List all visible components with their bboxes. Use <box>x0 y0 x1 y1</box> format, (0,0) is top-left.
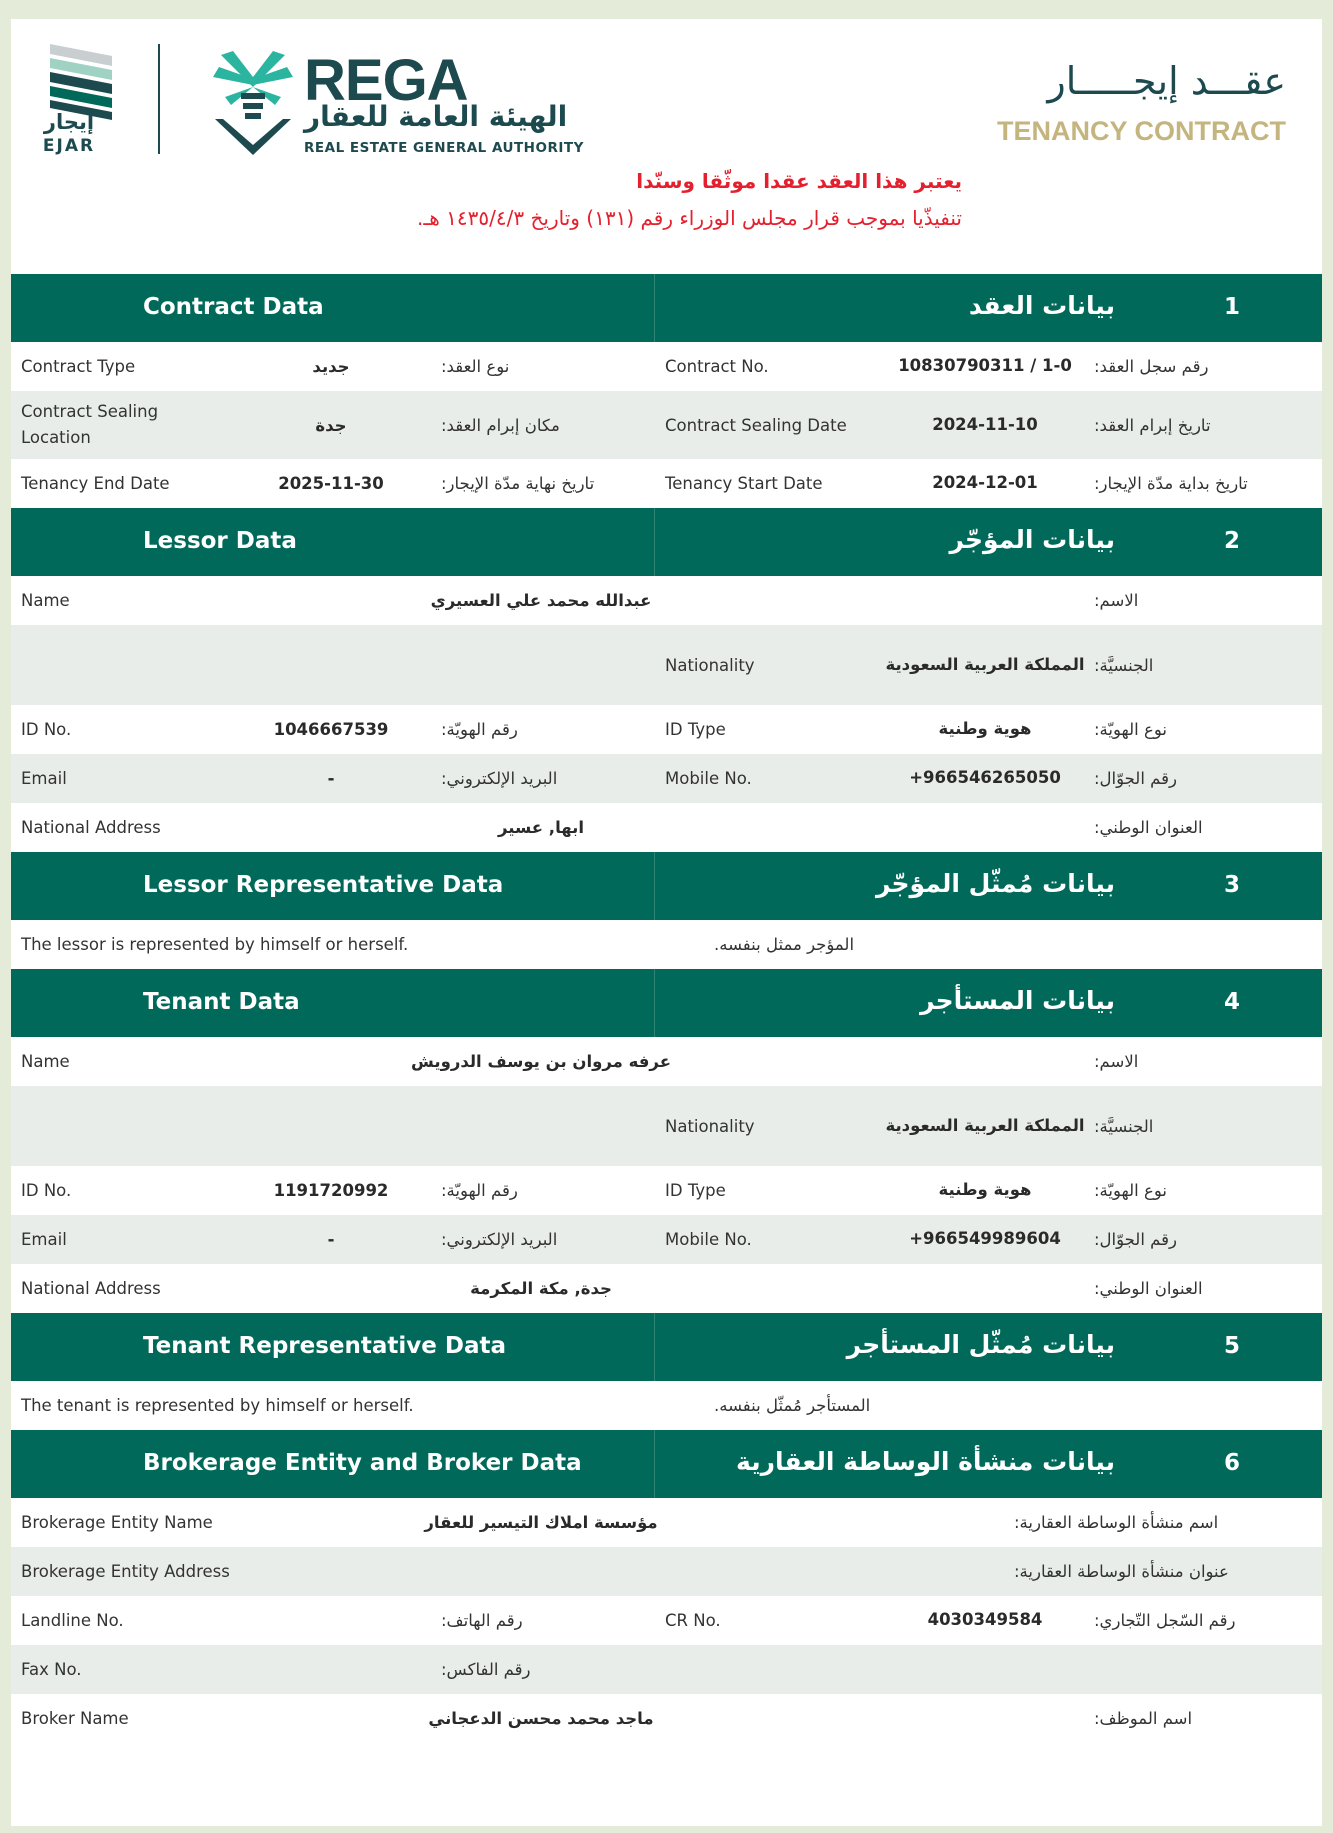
field-label-ar: رقم الجوّال: <box>1094 1230 1177 1249</box>
field-label-ar: تاريخ إبرام العقد: <box>1094 415 1211 435</box>
field-label-ar: رقم السّجل التّجاري: <box>1094 1611 1236 1630</box>
field-label-en: National Address <box>21 1279 161 1298</box>
field-value: جديد <box>312 357 350 376</box>
field-value: ابها, عسير <box>498 818 585 837</box>
representation-note-ar: المؤجر ممثل بنفسه. <box>714 935 855 954</box>
table-row <box>11 576 1322 625</box>
field-label-ar: العنوان الوطني: <box>1094 1279 1203 1298</box>
table-row <box>11 1694 1322 1743</box>
table-row <box>11 459 1322 508</box>
field-label-en: ID Type <box>665 1181 726 1200</box>
field-label-en: ID Type <box>665 720 726 739</box>
field-label-en: Nationality <box>665 655 755 675</box>
rega-logo-wordmark: REGA <box>304 48 468 113</box>
section-number: 4 <box>1223 989 1240 1015</box>
legal-notice-line-1: يعتبر هذا العقد عقدا موثّقا وسنّدا <box>636 169 962 193</box>
field-label-ar: تاريخ نهاية مدّة الإيجار: <box>441 474 595 493</box>
section-header-tenant-rep <box>11 1313 1322 1381</box>
field-value: المملكة العربية السعودية <box>885 654 1085 674</box>
field-value: ماجد محمد محسن الدعجاني <box>428 1709 654 1728</box>
table-row <box>11 1645 1322 1694</box>
field-value: 4030349584 <box>927 1610 1043 1630</box>
section-title-ar: بيانات مُمثّل المؤجّر <box>875 869 1115 898</box>
field-label-en: National Address <box>21 818 161 837</box>
field-label-en: ID No. <box>21 720 72 739</box>
section-number: 1 <box>1223 294 1240 320</box>
section-header-contract <box>11 274 1322 342</box>
field-label-ar: نوع العقد: <box>441 357 510 376</box>
field-label-en: Brokerage Entity Address <box>21 1562 230 1581</box>
field-value <box>221 1596 441 1645</box>
section-title-en: Tenant Representative Data <box>143 1333 507 1359</box>
field-value <box>221 1645 441 1694</box>
field-value: 2024-11-10 <box>932 414 1038 434</box>
field-label-en: Tenancy End Date <box>21 474 170 493</box>
field-value: المملكة العربية السعودية <box>885 1115 1085 1135</box>
contract-sheet <box>11 19 1322 1826</box>
field-label-ar: رقم الجوّال: <box>1094 769 1177 788</box>
field-label-en: Landline No. <box>21 1611 124 1630</box>
representation-note-en: The lessor is represented by himself or herself. <box>21 935 409 954</box>
field-value: - <box>327 769 335 788</box>
section-header-lessor-rep <box>11 852 1322 920</box>
field-label-en: Contract No. <box>665 357 769 376</box>
representation-note-ar: المستأجر مُمثّل بنفسه. <box>714 1396 871 1415</box>
field-value: 1046667539 <box>273 720 389 739</box>
field-label-en: Broker Name <box>21 1709 129 1728</box>
table-row <box>11 625 1322 705</box>
field-label-ar: البريد الإلكتروني: <box>441 769 558 788</box>
contract-table <box>11 274 1322 1743</box>
table-row <box>11 1086 1322 1166</box>
field-label-ar: الجنسيَّة: <box>1094 655 1154 675</box>
section-number: 6 <box>1223 1450 1240 1476</box>
field-value: 2025-11-30 <box>278 474 384 493</box>
field-label-ar: الاسم: <box>1094 591 1139 610</box>
table-row <box>11 391 1322 459</box>
field-value: 1191720992 <box>273 1181 389 1200</box>
field-label-ar: نوع الهويّة: <box>1094 1181 1167 1200</box>
table-row <box>11 754 1322 803</box>
field-value: 10830790311 / 1-0 <box>898 356 1072 376</box>
field-value: جدة <box>315 415 347 435</box>
field-label-en: Name <box>21 1052 70 1071</box>
rega-english-name: REAL ESTATE GENERAL AUTHORITY <box>304 140 584 156</box>
field-label-en: Contract Sealing Location <box>21 402 159 447</box>
table-row <box>11 705 1322 754</box>
document-title-en: TENANCY CONTRACT <box>997 116 1286 146</box>
field-label-en: Email <box>21 769 67 788</box>
section-title-en: Brokerage Entity and Broker Data <box>143 1450 582 1476</box>
tenant-name-value: عرفه مروان بن يوسف الدرويش <box>411 1052 671 1071</box>
field-value: 2024-12-01 <box>932 473 1038 493</box>
rega-palm-emblem-icon <box>211 47 296 157</box>
rega-arabic-name: الهيئة العامة للعقار <box>304 100 568 133</box>
logo-divider <box>158 44 160 154</box>
ejar-logo-en-text: EJAR <box>42 136 96 156</box>
field-value: - <box>327 1230 335 1249</box>
table-row <box>11 1166 1322 1215</box>
field-value: +966546265050 <box>909 768 1061 788</box>
field-label-ar: اسم منشأة الوساطة العقارية: <box>1014 1513 1219 1532</box>
section-number: 2 <box>1223 528 1240 554</box>
table-row <box>11 1596 1322 1645</box>
field-label-ar: مكان إبرام العقد: <box>441 415 560 435</box>
field-value: جدة, مكة المكرمة <box>470 1279 612 1298</box>
section-title-ar: بيانات مُمثّل المستأجر <box>846 1330 1115 1359</box>
field-value <box>261 1547 821 1596</box>
section-number: 3 <box>1223 872 1240 898</box>
field-label-en: Contract Type <box>21 357 136 376</box>
table-row <box>11 1498 1322 1547</box>
section-title-en: Contract Data <box>143 294 324 320</box>
section-header-brokerage <box>11 1430 1322 1498</box>
section-header-tenant <box>11 969 1322 1037</box>
field-label-en: Nationality <box>665 1116 755 1136</box>
field-label-ar: اسم الموظف: <box>1094 1709 1193 1728</box>
field-label-en: Brokerage Entity Name <box>21 1513 213 1532</box>
section-title-en: Lessor Data <box>143 528 297 554</box>
field-label-ar: رقم الهويّة: <box>441 1181 518 1200</box>
field-label-en: Name <box>21 591 70 610</box>
section-number: 5 <box>1223 1333 1240 1359</box>
section-header-lessor <box>11 508 1322 576</box>
section-title-ar: بيانات المستأجر <box>920 986 1115 1015</box>
legal-notice-line-2: تنفيذّيا بموجب قرار مجلس الوزراء رقم (١٣١) وتاريخ ١٤٣٥/٤/٣ هـ. <box>417 206 962 230</box>
field-label-ar: رقم الهويّة: <box>441 720 518 739</box>
field-label-en: Tenancy Start Date <box>665 474 823 493</box>
section-title-ar: بيانات المؤجّر <box>949 525 1115 554</box>
field-label-en: ID No. <box>21 1181 72 1200</box>
table-row <box>11 342 1322 391</box>
table-row <box>11 1037 1322 1086</box>
field-value: مؤسسة املاك التيسير للعقار <box>424 1513 658 1532</box>
table-row <box>11 1547 1322 1596</box>
field-label-ar: الاسم: <box>1094 1052 1139 1071</box>
table-row <box>11 1381 1322 1430</box>
section-title-en: Tenant Data <box>143 989 300 1015</box>
table-row <box>11 803 1322 852</box>
field-label-ar: رقم الهاتف: <box>441 1611 523 1630</box>
field-label-ar: العنوان الوطني: <box>1094 818 1203 837</box>
ejar-logo-ar-text: إيجار <box>43 110 95 134</box>
table-row <box>11 920 1322 969</box>
lessor-name-value: عبدالله محمد علي العسيري <box>430 591 652 610</box>
field-label-ar: رقم الفاكس: <box>441 1660 531 1679</box>
section-title-ar: بيانات منشأة الوساطة العقارية <box>736 1447 1115 1476</box>
representation-note-en: The tenant is represented by himself or herself. <box>21 1396 414 1415</box>
field-label-en: Email <box>21 1230 67 1249</box>
section-title-en: Lessor Representative Data <box>143 872 504 898</box>
field-label-ar: نوع الهويّة: <box>1094 720 1167 739</box>
field-label-ar: تاريخ بداية مدّة الإيجار: <box>1094 474 1248 493</box>
section-title-ar: بيانات العقد <box>968 291 1115 320</box>
table-row <box>11 1215 1322 1264</box>
field-label-en: CR No. <box>665 1611 721 1630</box>
field-label-ar: رقم سجل العقد: <box>1094 357 1209 376</box>
field-label-en: Fax No. <box>21 1660 82 1679</box>
field-label-en: Mobile No. <box>665 769 752 788</box>
table-row <box>11 1264 1322 1313</box>
field-label-en: Contract Sealing Date <box>665 415 847 435</box>
document-header <box>11 19 1322 274</box>
document-title-ar: عقـــد إيجـــــار <box>1047 59 1286 103</box>
field-label-en: Mobile No. <box>665 1230 752 1249</box>
field-value: +966549989604 <box>909 1229 1061 1249</box>
field-label-ar: الجنسيَّة: <box>1094 1116 1154 1136</box>
field-label-ar: عنوان منشأة الوساطة العقارية: <box>1014 1562 1229 1581</box>
field-value: هوية وطنية <box>938 719 1032 739</box>
field-value: هوية وطنية <box>938 1180 1032 1200</box>
field-label-ar: البريد الإلكتروني: <box>441 1230 558 1249</box>
